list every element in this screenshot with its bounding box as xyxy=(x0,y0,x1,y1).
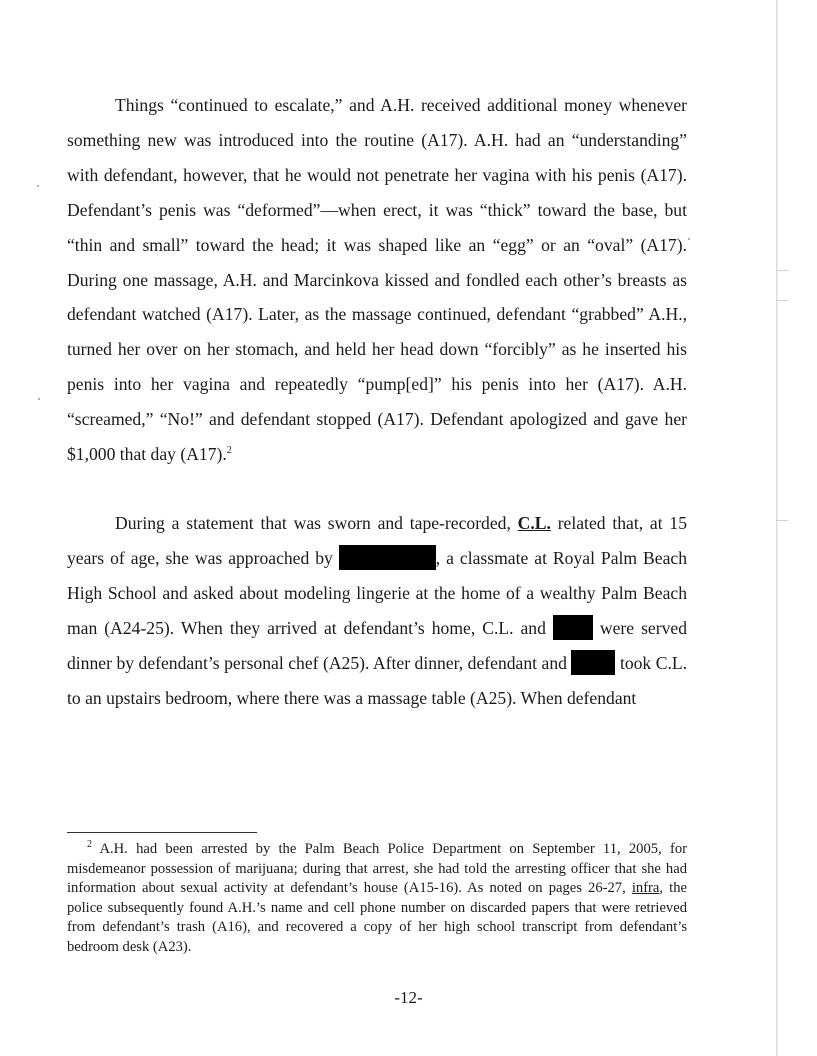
footnote xyxy=(67,840,687,957)
scan-margin-line xyxy=(776,0,778,1056)
paragraph-2-text: , a classmate at Royal Palm Beach High School and asked about modeling lingerie at the home of a wealthy Palm Beach man (A24-25). When they arrived at defendant’s home, C.L. and xyxy=(67,547,687,638)
footnote-marker: 2 xyxy=(87,839,92,851)
infra-reference: infra xyxy=(631,880,660,896)
scan-margin-tick xyxy=(776,270,788,271)
scan-speck xyxy=(688,238,690,240)
footnote-divider xyxy=(67,832,257,833)
redaction-box xyxy=(571,650,615,675)
paragraph-2 xyxy=(67,506,687,715)
paragraph-1 xyxy=(67,88,687,472)
redaction-box xyxy=(339,545,436,570)
page-number: -12- xyxy=(394,988,423,1007)
scan-speck xyxy=(37,185,39,187)
paragraph-2-text: related that, at 15 years of age, she was approached by xyxy=(67,512,687,568)
paragraph-2-text: took C.L. to an upstairs bedroom, where there was a massage table (A25). When defendant xyxy=(67,652,688,708)
redaction-box xyxy=(553,615,593,640)
scan-speck xyxy=(38,398,40,400)
footnote-text: A.H. had been arrested by the Palm Beach Police Department on September 11, 2005, for misdemeanor possession of marijuana; during that arrest, she had told the arresting officer that she had information about sexual activity at defendant’s house (A15-16). As noted on pages 26-27, xyxy=(67,841,687,896)
paragraph-2-text: During a statement that was sworn and tape-recorded, xyxy=(115,512,518,533)
scan-margin-tick xyxy=(776,520,788,521)
paragraph-1-text: Things “continued to escalate,” and A.H. received additional money whenever something new was introduced into the routine (A17). A.H. had an “understanding” with defendant, however, that he would not penetrate her vagina with his penis (A17). Defendant’s penis was “deformed”—when erect, it was “thick” toward the base, but “thin and small” toward the head; it was shaped like an “egg” or an “oval” (A17). During one massage, A.H. and Marcinkova kissed and fondled each other’s breasts as defendant watched (A17). Later, as the massage continued, defendant “grabbed” A.H., turned her over on her stomach, and held her head down “forcibly” as he inserted his penis into her vagina and repeatedly “pump[ed]” his penis into her (A17). A.H. “screamed,” “No!” and defendant stopped (A17). Defendant apologized and gave her $1,000 that day (A17). xyxy=(67,95,687,465)
footnote-reference: 2 xyxy=(226,445,232,457)
scan-margin-tick xyxy=(776,300,788,301)
paragraph-2-text: were served dinner by defendant’s personal chef (A25). After dinner, defendant and xyxy=(67,617,688,673)
footnote-text: , the police subsequently found A.H.’s name and cell phone number on discarded papers that were retrieved from defendant’s trash (A16), and recovered a copy of her high school transcript from defendant’s bedroom desk (A23). xyxy=(67,880,687,955)
witness-name: C.L. xyxy=(517,512,551,533)
body-text xyxy=(67,88,687,715)
